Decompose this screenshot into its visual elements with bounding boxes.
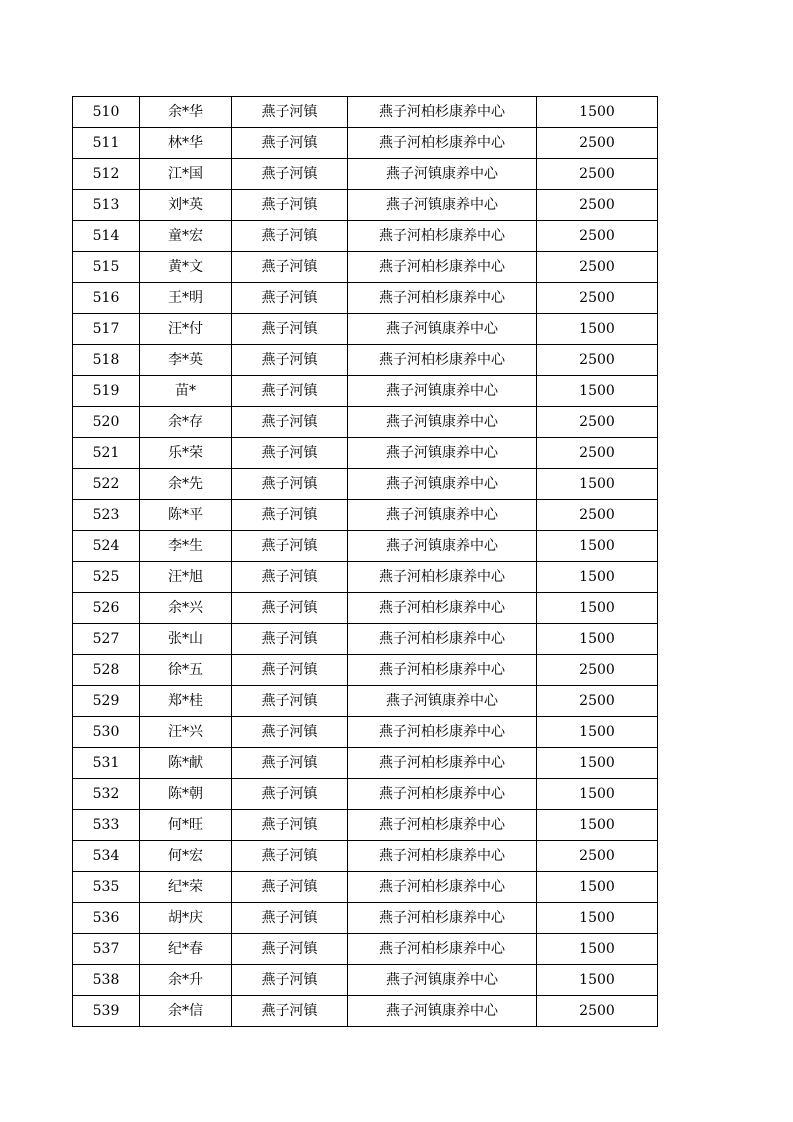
table-row: [73, 97, 658, 128]
care-center-cell: 燕子河柏杉康养中心: [348, 655, 537, 686]
person-name-cell: 何*旺: [140, 810, 232, 841]
amount-cell: 2500: [537, 190, 658, 221]
table-row: [73, 810, 658, 841]
person-name-cell: 张*山: [140, 624, 232, 655]
care-center-cell: 燕子河镇康养中心: [348, 407, 537, 438]
person-name-cell: 刘*英: [140, 190, 232, 221]
roster-table: [72, 96, 658, 1027]
town-cell: 燕子河镇: [232, 221, 348, 252]
person-name-cell: 纪*春: [140, 934, 232, 965]
table-row: [73, 655, 658, 686]
care-center-cell: 燕子河柏杉康养中心: [348, 345, 537, 376]
table-row: [73, 128, 658, 159]
row-number-cell: 512: [73, 159, 140, 190]
amount-cell: 1500: [537, 810, 658, 841]
row-number-cell: 539: [73, 996, 140, 1027]
person-name-cell: 余*信: [140, 996, 232, 1027]
row-number-cell: 524: [73, 531, 140, 562]
table-row: [73, 407, 658, 438]
row-number-cell: 515: [73, 252, 140, 283]
amount-cell: 1500: [537, 531, 658, 562]
amount-cell: 2500: [537, 221, 658, 252]
town-cell: 燕子河镇: [232, 686, 348, 717]
table-row: [73, 500, 658, 531]
amount-cell: 2500: [537, 345, 658, 376]
care-center-cell: 燕子河镇康养中心: [348, 469, 537, 500]
table-row: [73, 159, 658, 190]
care-center-cell: 燕子河柏杉康养中心: [348, 810, 537, 841]
care-center-cell: 燕子河柏杉康养中心: [348, 841, 537, 872]
care-center-cell: 燕子河柏杉康养中心: [348, 934, 537, 965]
amount-cell: 1500: [537, 97, 658, 128]
care-center-cell: 燕子河镇康养中心: [348, 686, 537, 717]
amount-cell: 1500: [537, 934, 658, 965]
care-center-cell: 燕子河柏杉康养中心: [348, 779, 537, 810]
person-name-cell: 余*兴: [140, 593, 232, 624]
person-name-cell: 王*明: [140, 283, 232, 314]
amount-cell: 2500: [537, 283, 658, 314]
town-cell: 燕子河镇: [232, 903, 348, 934]
amount-cell: 1500: [537, 593, 658, 624]
amount-cell: 1500: [537, 717, 658, 748]
amount-cell: 1500: [537, 872, 658, 903]
care-center-cell: 燕子河柏杉康养中心: [348, 252, 537, 283]
amount-cell: 2500: [537, 996, 658, 1027]
town-cell: 燕子河镇: [232, 345, 348, 376]
person-name-cell: 林*华: [140, 128, 232, 159]
town-cell: 燕子河镇: [232, 252, 348, 283]
amount-cell: 2500: [537, 159, 658, 190]
roster-table-body: [73, 97, 658, 1027]
town-cell: 燕子河镇: [232, 965, 348, 996]
row-number-cell: 536: [73, 903, 140, 934]
person-name-cell: 乐*荣: [140, 438, 232, 469]
town-cell: 燕子河镇: [232, 500, 348, 531]
town-cell: 燕子河镇: [232, 717, 348, 748]
care-center-cell: 燕子河柏杉康养中心: [348, 717, 537, 748]
care-center-cell: 燕子河镇康养中心: [348, 996, 537, 1027]
table-row: [73, 934, 658, 965]
amount-cell: 2500: [537, 438, 658, 469]
table-row: [73, 748, 658, 779]
table-row: [73, 841, 658, 872]
person-name-cell: 纪*荣: [140, 872, 232, 903]
town-cell: 燕子河镇: [232, 190, 348, 221]
amount-cell: 2500: [537, 841, 658, 872]
care-center-cell: 燕子河镇康养中心: [348, 376, 537, 407]
person-name-cell: 汪*付: [140, 314, 232, 345]
town-cell: 燕子河镇: [232, 655, 348, 686]
amount-cell: 2500: [537, 407, 658, 438]
care-center-cell: 燕子河镇康养中心: [348, 965, 537, 996]
town-cell: 燕子河镇: [232, 562, 348, 593]
town-cell: 燕子河镇: [232, 531, 348, 562]
town-cell: 燕子河镇: [232, 283, 348, 314]
care-center-cell: 燕子河柏杉康养中心: [348, 221, 537, 252]
row-number-cell: 535: [73, 872, 140, 903]
person-name-cell: 陈*献: [140, 748, 232, 779]
table-row: [73, 190, 658, 221]
person-name-cell: 徐*五: [140, 655, 232, 686]
town-cell: 燕子河镇: [232, 872, 348, 903]
row-number-cell: 527: [73, 624, 140, 655]
care-center-cell: 燕子河镇康养中心: [348, 500, 537, 531]
row-number-cell: 511: [73, 128, 140, 159]
town-cell: 燕子河镇: [232, 996, 348, 1027]
town-cell: 燕子河镇: [232, 779, 348, 810]
care-center-cell: 燕子河柏杉康养中心: [348, 872, 537, 903]
table-row: [73, 624, 658, 655]
amount-cell: 1500: [537, 748, 658, 779]
person-name-cell: 余*先: [140, 469, 232, 500]
amount-cell: 1500: [537, 314, 658, 345]
care-center-cell: 燕子河柏杉康养中心: [348, 97, 537, 128]
person-name-cell: 汪*旭: [140, 562, 232, 593]
row-number-cell: 532: [73, 779, 140, 810]
table-row: [73, 252, 658, 283]
amount-cell: 1500: [537, 779, 658, 810]
amount-cell: 2500: [537, 128, 658, 159]
town-cell: 燕子河镇: [232, 314, 348, 345]
care-center-cell: 燕子河镇康养中心: [348, 314, 537, 345]
amount-cell: 2500: [537, 500, 658, 531]
table-row: [73, 717, 658, 748]
person-name-cell: 陈*平: [140, 500, 232, 531]
table-row: [73, 283, 658, 314]
row-number-cell: 529: [73, 686, 140, 717]
person-name-cell: 李*英: [140, 345, 232, 376]
row-number-cell: 533: [73, 810, 140, 841]
person-name-cell: 胡*庆: [140, 903, 232, 934]
table-row: [73, 779, 658, 810]
row-number-cell: 525: [73, 562, 140, 593]
care-center-cell: 燕子河柏杉康养中心: [348, 593, 537, 624]
care-center-cell: 燕子河柏杉康养中心: [348, 748, 537, 779]
table-row: [73, 221, 658, 252]
table-row: [73, 872, 658, 903]
person-name-cell: 汪*兴: [140, 717, 232, 748]
row-number-cell: 528: [73, 655, 140, 686]
table-row: [73, 314, 658, 345]
care-center-cell: 燕子河镇康养中心: [348, 190, 537, 221]
town-cell: 燕子河镇: [232, 624, 348, 655]
town-cell: 燕子河镇: [232, 407, 348, 438]
amount-cell: 2500: [537, 252, 658, 283]
care-center-cell: 燕子河柏杉康养中心: [348, 128, 537, 159]
amount-cell: 1500: [537, 903, 658, 934]
row-number-cell: 522: [73, 469, 140, 500]
row-number-cell: 538: [73, 965, 140, 996]
table-row: [73, 345, 658, 376]
row-number-cell: 519: [73, 376, 140, 407]
care-center-cell: 燕子河镇康养中心: [348, 438, 537, 469]
table-row: [73, 686, 658, 717]
table-row: [73, 965, 658, 996]
person-name-cell: 何*宏: [140, 841, 232, 872]
town-cell: 燕子河镇: [232, 934, 348, 965]
person-name-cell: 童*宏: [140, 221, 232, 252]
town-cell: 燕子河镇: [232, 97, 348, 128]
town-cell: 燕子河镇: [232, 159, 348, 190]
amount-cell: 1500: [537, 562, 658, 593]
care-center-cell: 燕子河柏杉康养中心: [348, 903, 537, 934]
town-cell: 燕子河镇: [232, 438, 348, 469]
table-row: [73, 562, 658, 593]
row-number-cell: 537: [73, 934, 140, 965]
town-cell: 燕子河镇: [232, 841, 348, 872]
table-row: [73, 996, 658, 1027]
care-center-cell: 燕子河镇康养中心: [348, 159, 537, 190]
row-number-cell: 521: [73, 438, 140, 469]
care-center-cell: 燕子河柏杉康养中心: [348, 562, 537, 593]
town-cell: 燕子河镇: [232, 376, 348, 407]
row-number-cell: 523: [73, 500, 140, 531]
town-cell: 燕子河镇: [232, 593, 348, 624]
town-cell: 燕子河镇: [232, 469, 348, 500]
amount-cell: 1500: [537, 376, 658, 407]
town-cell: 燕子河镇: [232, 748, 348, 779]
person-name-cell: 郑*桂: [140, 686, 232, 717]
row-number-cell: 516: [73, 283, 140, 314]
person-name-cell: 李*生: [140, 531, 232, 562]
table-row: [73, 531, 658, 562]
amount-cell: 1500: [537, 965, 658, 996]
person-name-cell: 余*华: [140, 97, 232, 128]
person-name-cell: 余*存: [140, 407, 232, 438]
row-number-cell: 518: [73, 345, 140, 376]
amount-cell: 1500: [537, 624, 658, 655]
person-name-cell: 黄*文: [140, 252, 232, 283]
care-center-cell: 燕子河柏杉康养中心: [348, 283, 537, 314]
person-name-cell: 余*升: [140, 965, 232, 996]
town-cell: 燕子河镇: [232, 128, 348, 159]
person-name-cell: 江*国: [140, 159, 232, 190]
care-center-cell: 燕子河柏杉康养中心: [348, 624, 537, 655]
amount-cell: 2500: [537, 686, 658, 717]
row-number-cell: 530: [73, 717, 140, 748]
row-number-cell: 526: [73, 593, 140, 624]
table-row: [73, 593, 658, 624]
table-row: [73, 903, 658, 934]
row-number-cell: 513: [73, 190, 140, 221]
row-number-cell: 531: [73, 748, 140, 779]
table-row: [73, 438, 658, 469]
amount-cell: 2500: [537, 655, 658, 686]
person-name-cell: 苗*: [140, 376, 232, 407]
care-center-cell: 燕子河镇康养中心: [348, 531, 537, 562]
row-number-cell: 514: [73, 221, 140, 252]
row-number-cell: 520: [73, 407, 140, 438]
table-row: [73, 376, 658, 407]
table-row: [73, 469, 658, 500]
row-number-cell: 510: [73, 97, 140, 128]
row-number-cell: 534: [73, 841, 140, 872]
town-cell: 燕子河镇: [232, 810, 348, 841]
person-name-cell: 陈*朝: [140, 779, 232, 810]
amount-cell: 1500: [537, 469, 658, 500]
row-number-cell: 517: [73, 314, 140, 345]
